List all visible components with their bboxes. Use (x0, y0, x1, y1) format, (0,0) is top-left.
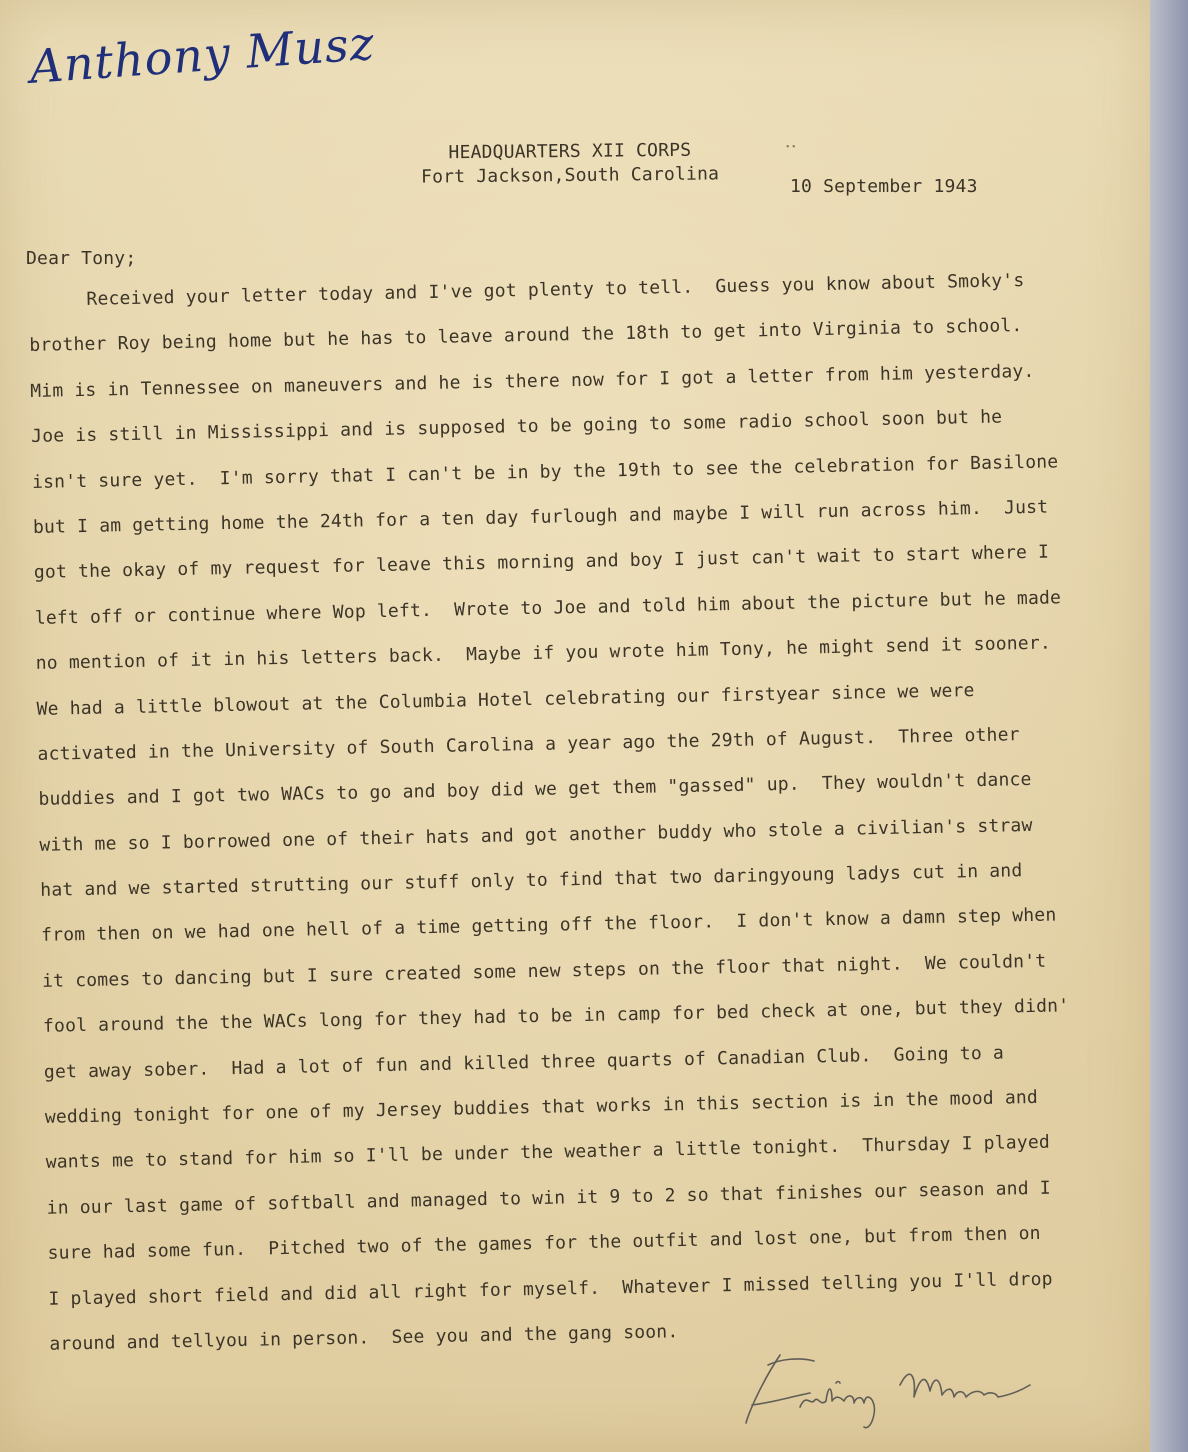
salutation: Dear Tony; (26, 248, 137, 269)
letter-body (28, 255, 1180, 1367)
body-line: left off or continue where Wop left. Wrote to Joe and told him about the picture but he made (34, 587, 1062, 629)
body-line: I played short field and did all right for myself. Whatever I missed telling you I'll drop (48, 1268, 1053, 1310)
letterhead-line-2: Fort Jackson,South Carolina (421, 163, 720, 188)
letter-date: 10 September 1943 (790, 176, 978, 197)
body-line: sure had some fun. Pitched two of the games for the outfit and lost one, but from then on (47, 1223, 1041, 1265)
body-line: but I am getting home the 24th for a ten day furlough and maybe I will run across him. Just (32, 496, 1049, 538)
body-line: isn't sure yet. I'm sorry that I can't be in by the 19th to see the celebration for Basilone (31, 450, 1059, 493)
body-line: Received your letter today and I've got plenty to tell. Guess you know about Smoky's (86, 270, 1025, 310)
body-line: wedding tonight for one of my Jersey buddies that works in this section is in the mood and (44, 1086, 1039, 1128)
body-line: Joe is still in Mississippi and is supposed to be going to some radio school soon but he (30, 406, 1003, 448)
body-line: no mention of it in his letters back. Maybe if you wrote him Tony, he might send it sooner. (35, 632, 1052, 675)
letterhead (400, 138, 740, 190)
body-line: Mim is in Tennessee on maneuvers and he is there now for I got a letter from him yesterday. (30, 360, 1035, 402)
body-line: from then on we had one hell of a time getting off the floor. I don't know a damn step when (40, 904, 1057, 947)
body-line: in our last game of softball and managed to win it 9 to 2 so that finishes our season and I (46, 1177, 1052, 1219)
body-line: around and tellyou in person. See you and the gang soon. (49, 1321, 679, 1355)
handwritten-signature (740, 1345, 1040, 1435)
body-line: brother Roy being home but he has to leave around the 18th to get into Virginia to school. (29, 315, 1023, 357)
letterhead-line-1: HEADQUARTERS XII CORPS (448, 139, 692, 164)
body-line: got the okay of my request for leave this morning and boy I just can't wait to start where I (33, 541, 1050, 584)
body-line: it comes to dancing but I sure created some new steps on the floor that night. We couldn't (41, 950, 1047, 992)
body-line: with me so I borrowed one of their hats and got another buddy who stole a civilian's straw (39, 814, 1033, 856)
body-line: fool around the the WACs long for they had to be in camp for bed check at one, but they didn' (42, 995, 1070, 1038)
ink-smudge: • • (786, 142, 796, 153)
handwritten-name: Anthony Musz (28, 15, 377, 94)
body-line: get away sober. Had a lot of fun and killed three quarts of Canadian Club. Going to a (43, 1042, 1005, 1083)
body-line: hat and we started strutting our stuff only to find that two daringyoung ladys cut in and (40, 860, 1023, 901)
body-line: We had a little blowout at the Columbia Hotel celebrating our firstyear since we were (36, 679, 975, 720)
body-line: buddies and I got two WACs to go and boy did we get them "gassed" up. They wouldn't dance (38, 769, 1032, 811)
body-line: wants me to stand for him so I'll be under the weather a little tonight. Thursday I played (45, 1132, 1051, 1174)
body-line: activated in the University of South Carolina a year ago the 29th of August. Three other (37, 724, 1020, 765)
